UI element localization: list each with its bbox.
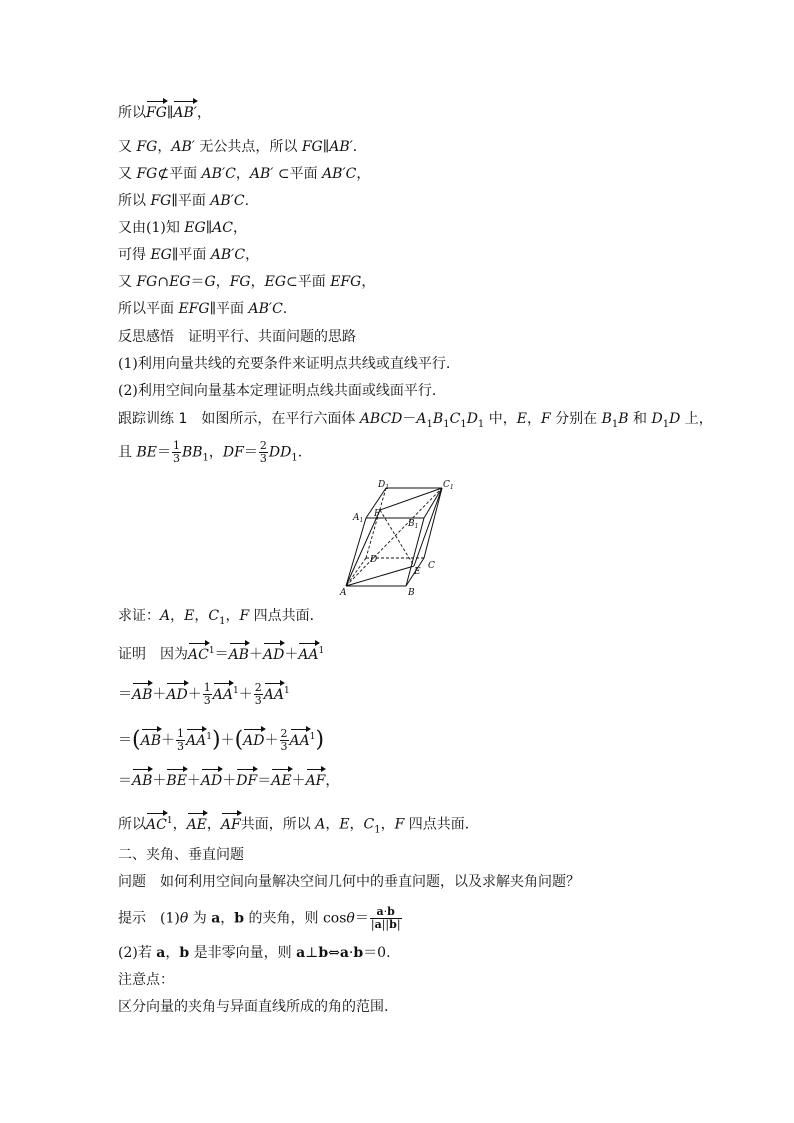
note-heading: 注意点： bbox=[118, 972, 174, 988]
line-14: 求证：A，E，$C_1$，F 四点共面． bbox=[118, 608, 324, 627]
label-f: F bbox=[374, 509, 381, 519]
edge-a1a bbox=[346, 518, 366, 586]
line-2: 又 FG，AB′ 无公共点，所以 FG∥AB′． bbox=[118, 139, 367, 155]
line-8: 所以平面 EFG∥平面 AB′C. bbox=[118, 301, 288, 317]
section-heading: 二、夹角、垂直问题 bbox=[118, 847, 244, 863]
edge-da-hidden bbox=[346, 558, 366, 586]
label-c: C bbox=[428, 561, 435, 571]
label-e: E bbox=[414, 567, 421, 577]
label-a1: $A_1$ bbox=[353, 513, 364, 524]
edge-c1c bbox=[424, 488, 442, 558]
line-6: 可得 EG∥平面 AB′C， bbox=[118, 247, 260, 263]
label-b1: $B_1$ bbox=[408, 519, 419, 530]
proof-line-4: ＝AB＋BE＋AD＋DF＝AE＋AF， bbox=[118, 773, 340, 789]
line-23: (2)若 a，b 是非零向量，则 a⊥b⇔a·b＝0. bbox=[118, 945, 391, 961]
edge-d1d-hidden bbox=[366, 488, 386, 558]
line-7: 又 FG∩EG＝G，FG，EG⊂平面 EFG， bbox=[118, 274, 376, 290]
label-a: A bbox=[340, 588, 347, 598]
hint-line: 提示 (1)θ 为 a，b 的夹角，则 cosθ＝ $\frac{a\cdot b}{|a||b|}$ bbox=[118, 905, 401, 931]
line-5: 又由(1)知 EG∥AC， bbox=[118, 220, 247, 236]
label-d: D bbox=[370, 555, 378, 565]
parallelepiped-figure bbox=[338, 478, 466, 598]
line-11: (2)利用空间向量基本定理证明点线共面或线面平行. bbox=[118, 383, 437, 399]
line-3: 又 FG⊄平面 AB′C，AB′ ⊂平面 AB′C， bbox=[118, 166, 371, 182]
proof-line-3: ＝(AB＋ $\frac{1}{3}$ $AA^1)+(AD+$ $\frac{2}{3}$ $AA^1$) bbox=[118, 727, 325, 754]
segment-ae bbox=[346, 566, 414, 586]
label-b: B bbox=[408, 588, 415, 598]
note-text: 区分向量的夹角与异面直线所成的角的范围. bbox=[118, 999, 389, 1015]
proof-line-2: ＝AB＋AD＋ $\frac{1}{3}$ $AA^1+$ $\frac{2}{3}$ $AA^1$ bbox=[118, 681, 290, 708]
line-4: 所以 FG∥平面 AB′C. bbox=[118, 193, 250, 209]
exercise-statement: 跟踪训练 1 如图所示，在平行六面体 $ABCD-A_1B_1C_1D_1$ 中，E，F 分别在 $B_1B$ 和 $D_1D$ 上， bbox=[118, 411, 713, 430]
line-13: 且 BE＝ $\frac{1}{3}$ $BB_1$，DF＝ $\frac{2}{3}$ $DD_1$. bbox=[118, 439, 303, 465]
reflection-heading: 反思感悟 证明平行、共面问题的思路 bbox=[118, 329, 356, 345]
question-line: 问题 如何利用空间向量解决空间几何中的垂直问题，以及求解夹角问题？ bbox=[118, 874, 580, 890]
label-d1: $D_1$ bbox=[378, 480, 390, 491]
proof-line-5: 所以$AC^1$，AE，AF共面，所以 A，E，$C_1$，F 四点共面． bbox=[118, 816, 479, 836]
proof-line-1: 证明 因为$AC^1=AB+AD+AA^1$ bbox=[118, 646, 325, 663]
line-1: 所以FG∥AB′， bbox=[118, 105, 211, 121]
segment-fc1 bbox=[380, 488, 442, 510]
label-c1: $C_1$ bbox=[443, 480, 454, 491]
line-10: (1)利用向量共线的充要条件来证明点共线或直线平行. bbox=[118, 356, 451, 372]
